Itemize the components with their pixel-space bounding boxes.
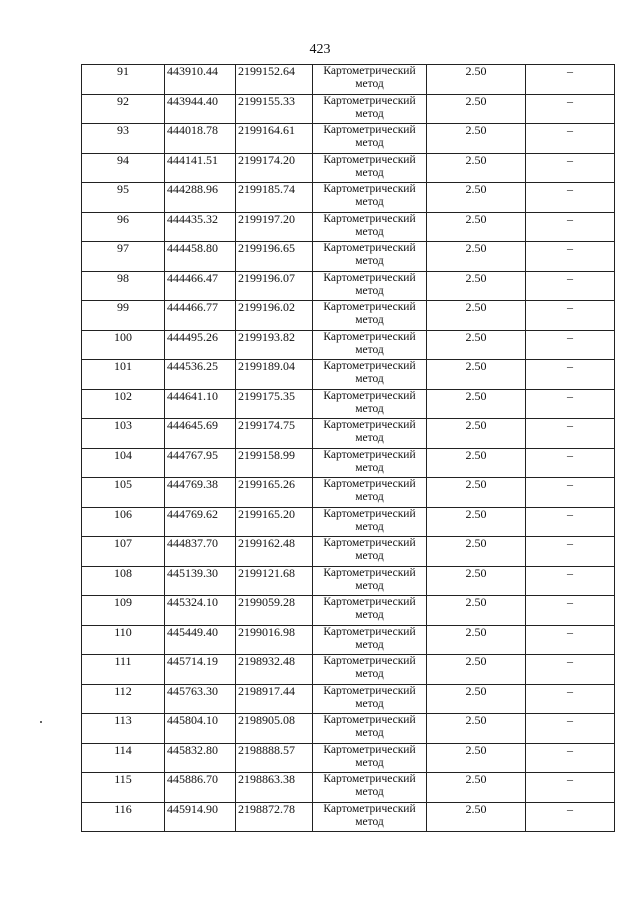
description-cell: –	[526, 743, 615, 773]
point-number-cell: 98	[82, 271, 165, 301]
method-line-1: Картометрический	[323, 301, 416, 313]
method-cell	[313, 271, 427, 301]
x-coordinate-cell: 445139.30	[165, 566, 236, 596]
method-cell	[313, 566, 427, 596]
point-number-cell: 100	[82, 330, 165, 360]
y-coordinate-cell: 2199059.28	[236, 596, 313, 626]
method-line-2: метод	[355, 432, 384, 444]
description-cell: –	[526, 65, 615, 95]
accuracy-cell: 2.50	[427, 360, 526, 390]
method-cell	[313, 242, 427, 272]
point-number-cell: 99	[82, 301, 165, 331]
point-number-cell: 97	[82, 242, 165, 272]
accuracy-cell: 2.50	[427, 153, 526, 183]
description-cell: –	[526, 684, 615, 714]
x-coordinate-cell: 445714.19	[165, 655, 236, 685]
description-cell: –	[526, 596, 615, 626]
point-number-cell: 96	[82, 212, 165, 242]
method-line-1: Картометрический	[323, 625, 416, 638]
method-cell	[313, 212, 427, 242]
point-number-cell: 113	[82, 714, 165, 744]
method-line-1: Картометрический	[323, 330, 416, 343]
method-line-2: метод	[355, 638, 384, 651]
method-line-2: метод	[355, 786, 384, 798]
table-row	[82, 655, 615, 685]
description-cell: –	[526, 714, 615, 744]
x-coordinate-cell: 444018.78	[165, 124, 236, 154]
point-number-cell: 101	[82, 360, 165, 390]
method-line-1: Картометрический	[323, 65, 416, 77]
accuracy-cell: 2.50	[427, 537, 526, 567]
method-line-2: метод	[355, 727, 384, 739]
table-row	[82, 743, 615, 773]
description-cell: –	[526, 360, 615, 390]
description-cell: –	[526, 212, 615, 242]
method-line-2: метод	[355, 314, 384, 326]
accuracy-cell: 2.50	[427, 596, 526, 626]
method-line-1: Картометрический	[323, 242, 416, 254]
accuracy-cell: 2.50	[427, 625, 526, 655]
method-line-2: метод	[355, 609, 384, 621]
x-coordinate-cell: 444837.70	[165, 537, 236, 567]
method-line-1: Картометрический	[323, 124, 416, 136]
point-number-cell: 109	[82, 596, 165, 626]
method-line-1: Картометрический	[323, 773, 416, 785]
x-coordinate-cell: 445449.40	[165, 625, 236, 655]
table-row	[82, 684, 615, 714]
point-number-cell: 106	[82, 507, 165, 537]
y-coordinate-cell: 2199193.82	[236, 330, 313, 360]
y-coordinate-cell: 2199162.48	[236, 537, 313, 567]
point-number-cell: 95	[82, 183, 165, 213]
point-number-cell: 114	[82, 743, 165, 773]
accuracy-cell: 2.50	[427, 448, 526, 478]
method-line-2: метод	[355, 166, 384, 179]
method-cell	[313, 537, 427, 567]
description-cell: –	[526, 242, 615, 272]
table-row	[82, 124, 615, 154]
description-cell: –	[526, 419, 615, 449]
method-line-2: метод	[355, 815, 384, 828]
method-line-2: метод	[355, 137, 384, 149]
table-row	[82, 389, 615, 419]
accuracy-cell: 2.50	[427, 714, 526, 744]
accuracy-cell: 2.50	[427, 802, 526, 832]
method-line-1: Картометрический	[323, 655, 416, 667]
x-coordinate-cell: 445763.30	[165, 684, 236, 714]
accuracy-cell: 2.50	[427, 773, 526, 803]
description-cell: –	[526, 625, 615, 655]
description-cell: –	[526, 566, 615, 596]
accuracy-cell: 2.50	[427, 212, 526, 242]
method-line-1: Картометрический	[323, 714, 416, 726]
description-cell: –	[526, 330, 615, 360]
accuracy-cell: 2.50	[427, 566, 526, 596]
method-cell	[313, 714, 427, 744]
method-line-1: Картометрический	[323, 212, 416, 225]
table-row	[82, 507, 615, 537]
y-coordinate-cell: 2199174.20	[236, 153, 313, 183]
table-body	[82, 65, 615, 832]
page-number: 423	[309, 42, 331, 57]
method-cell	[313, 153, 427, 183]
y-coordinate-cell: 2199155.33	[236, 94, 313, 124]
method-line-1: Картометрический	[323, 596, 416, 608]
method-line-2: метод	[355, 78, 384, 90]
description-cell: –	[526, 271, 615, 301]
point-number-cell: 91	[82, 65, 165, 95]
point-number-cell: 93	[82, 124, 165, 154]
method-line-2: метод	[355, 107, 384, 120]
method-line-2: метод	[355, 668, 384, 680]
scan-speck	[40, 721, 42, 723]
accuracy-cell: 2.50	[427, 301, 526, 331]
method-line-2: метод	[355, 461, 384, 474]
description-cell: –	[526, 153, 615, 183]
method-cell	[313, 655, 427, 685]
point-number-cell: 110	[82, 625, 165, 655]
table-row	[82, 360, 615, 390]
y-coordinate-cell: 2198872.78	[236, 802, 313, 832]
accuracy-cell: 2.50	[427, 242, 526, 272]
point-number-cell: 94	[82, 153, 165, 183]
x-coordinate-cell: 444769.38	[165, 478, 236, 508]
method-cell	[313, 478, 427, 508]
description-cell: –	[526, 478, 615, 508]
accuracy-cell: 2.50	[427, 94, 526, 124]
x-coordinate-cell: 445804.10	[165, 714, 236, 744]
method-cell	[313, 448, 427, 478]
method-line-1: Картометрический	[323, 507, 416, 520]
table-row	[82, 625, 615, 655]
table-row	[82, 566, 615, 596]
method-line-1: Картометрический	[323, 271, 416, 284]
table-row	[82, 802, 615, 832]
method-line-1: Картометрический	[323, 743, 416, 756]
method-line-1: Картометрический	[323, 566, 416, 579]
method-line-2: метод	[355, 491, 384, 503]
method-cell	[313, 743, 427, 773]
table-row	[82, 478, 615, 508]
method-line-2: метод	[355, 550, 384, 562]
x-coordinate-cell: 444466.47	[165, 271, 236, 301]
y-coordinate-cell: 2199175.35	[236, 389, 313, 419]
description-cell: –	[526, 507, 615, 537]
method-line-2: метод	[355, 196, 384, 208]
y-coordinate-cell: 2199164.61	[236, 124, 313, 154]
method-cell	[313, 684, 427, 714]
method-cell	[313, 773, 427, 803]
method-line-1: Картометрический	[323, 684, 416, 697]
accuracy-cell: 2.50	[427, 478, 526, 508]
y-coordinate-cell: 2199016.98	[236, 625, 313, 655]
y-coordinate-cell: 2198905.08	[236, 714, 313, 744]
x-coordinate-cell: 444536.25	[165, 360, 236, 390]
table-row	[82, 714, 615, 744]
description-cell: –	[526, 183, 615, 213]
accuracy-cell: 2.50	[427, 271, 526, 301]
accuracy-cell: 2.50	[427, 65, 526, 95]
method-cell	[313, 389, 427, 419]
x-coordinate-cell: 444288.96	[165, 183, 236, 213]
description-cell: –	[526, 389, 615, 419]
x-coordinate-cell: 445914.90	[165, 802, 236, 832]
table-row	[82, 153, 615, 183]
x-coordinate-cell: 445832.80	[165, 743, 236, 773]
table-row	[82, 773, 615, 803]
method-line-1: Картометрический	[323, 478, 416, 490]
method-cell	[313, 124, 427, 154]
method-line-2: метод	[355, 373, 384, 385]
x-coordinate-cell: 445886.70	[165, 773, 236, 803]
y-coordinate-cell: 2198888.57	[236, 743, 313, 773]
y-coordinate-cell: 2199196.02	[236, 301, 313, 331]
x-coordinate-cell: 444641.10	[165, 389, 236, 419]
x-coordinate-cell: 444141.51	[165, 153, 236, 183]
accuracy-cell: 2.50	[427, 684, 526, 714]
method-cell	[313, 301, 427, 331]
method-cell	[313, 596, 427, 626]
table-row	[82, 94, 615, 124]
point-number-cell: 103	[82, 419, 165, 449]
method-line-1: Картометрический	[323, 94, 416, 107]
x-coordinate-cell: 444466.77	[165, 301, 236, 331]
table-row	[82, 330, 615, 360]
table-row	[82, 448, 615, 478]
point-number-cell: 112	[82, 684, 165, 714]
coordinates-table	[81, 64, 615, 832]
method-line-2: метод	[355, 756, 384, 769]
accuracy-cell: 2.50	[427, 124, 526, 154]
method-cell	[313, 419, 427, 449]
description-cell: –	[526, 301, 615, 331]
y-coordinate-cell: 2199152.64	[236, 65, 313, 95]
method-line-1: Картометрический	[323, 537, 416, 549]
y-coordinate-cell: 2199197.20	[236, 212, 313, 242]
y-coordinate-cell: 2199174.75	[236, 419, 313, 449]
table-row	[82, 242, 615, 272]
x-coordinate-cell: 443944.40	[165, 94, 236, 124]
accuracy-cell: 2.50	[427, 507, 526, 537]
method-cell	[313, 65, 427, 95]
method-line-2: метод	[355, 579, 384, 592]
table-row	[82, 596, 615, 626]
y-coordinate-cell: 2198917.44	[236, 684, 313, 714]
description-cell: –	[526, 802, 615, 832]
y-coordinate-cell: 2198863.38	[236, 773, 313, 803]
method-line-2: метод	[355, 284, 384, 297]
method-line-2: метод	[355, 343, 384, 356]
table-row	[82, 537, 615, 567]
method-line-1: Картометрический	[323, 183, 416, 195]
accuracy-cell: 2.50	[427, 655, 526, 685]
description-cell: –	[526, 94, 615, 124]
method-line-1: Картометрический	[323, 419, 416, 431]
accuracy-cell: 2.50	[427, 419, 526, 449]
table-row	[82, 65, 615, 95]
method-line-2: метод	[355, 225, 384, 238]
point-number-cell: 104	[82, 448, 165, 478]
method-cell	[313, 360, 427, 390]
method-line-1: Картометрический	[323, 389, 416, 402]
accuracy-cell: 2.50	[427, 183, 526, 213]
y-coordinate-cell: 2199196.65	[236, 242, 313, 272]
point-number-cell: 92	[82, 94, 165, 124]
x-coordinate-cell: 444458.80	[165, 242, 236, 272]
method-cell	[313, 625, 427, 655]
y-coordinate-cell: 2198932.48	[236, 655, 313, 685]
x-coordinate-cell: 445324.10	[165, 596, 236, 626]
method-line-1: Картометрический	[323, 802, 416, 815]
point-number-cell: 107	[82, 537, 165, 567]
x-coordinate-cell: 444769.62	[165, 507, 236, 537]
method-line-2: метод	[355, 697, 384, 710]
accuracy-cell: 2.50	[427, 743, 526, 773]
method-cell	[313, 183, 427, 213]
x-coordinate-cell: 444645.69	[165, 419, 236, 449]
accuracy-cell: 2.50	[427, 389, 526, 419]
table-row	[82, 419, 615, 449]
method-cell	[313, 94, 427, 124]
accuracy-cell: 2.50	[427, 330, 526, 360]
x-coordinate-cell: 444435.32	[165, 212, 236, 242]
description-cell: –	[526, 773, 615, 803]
description-cell: –	[526, 124, 615, 154]
table-row	[82, 212, 615, 242]
table-row	[82, 301, 615, 331]
point-number-cell: 115	[82, 773, 165, 803]
y-coordinate-cell: 2199165.20	[236, 507, 313, 537]
y-coordinate-cell: 2199158.99	[236, 448, 313, 478]
table-row	[82, 183, 615, 213]
point-number-cell: 102	[82, 389, 165, 419]
method-line-2: метод	[355, 402, 384, 415]
method-cell	[313, 330, 427, 360]
description-cell: –	[526, 537, 615, 567]
method-line-1: Картометрический	[323, 360, 416, 372]
point-number-cell: 105	[82, 478, 165, 508]
method-cell	[313, 507, 427, 537]
x-coordinate-cell: 443910.44	[165, 65, 236, 95]
point-number-cell: 108	[82, 566, 165, 596]
method-line-2: метод	[355, 520, 384, 533]
description-cell: –	[526, 448, 615, 478]
method-line-2: метод	[355, 255, 384, 267]
y-coordinate-cell: 2199189.04	[236, 360, 313, 390]
point-number-cell: 111	[82, 655, 165, 685]
table-row	[82, 271, 615, 301]
y-coordinate-cell: 2199121.68	[236, 566, 313, 596]
method-cell	[313, 802, 427, 832]
y-coordinate-cell: 2199165.26	[236, 478, 313, 508]
x-coordinate-cell: 444495.26	[165, 330, 236, 360]
method-line-1: Картометрический	[323, 153, 416, 166]
description-cell: –	[526, 655, 615, 685]
point-number-cell: 116	[82, 802, 165, 832]
method-line-1: Картометрический	[323, 448, 416, 461]
x-coordinate-cell: 444767.95	[165, 448, 236, 478]
y-coordinate-cell: 2199185.74	[236, 183, 313, 213]
y-coordinate-cell: 2199196.07	[236, 271, 313, 301]
